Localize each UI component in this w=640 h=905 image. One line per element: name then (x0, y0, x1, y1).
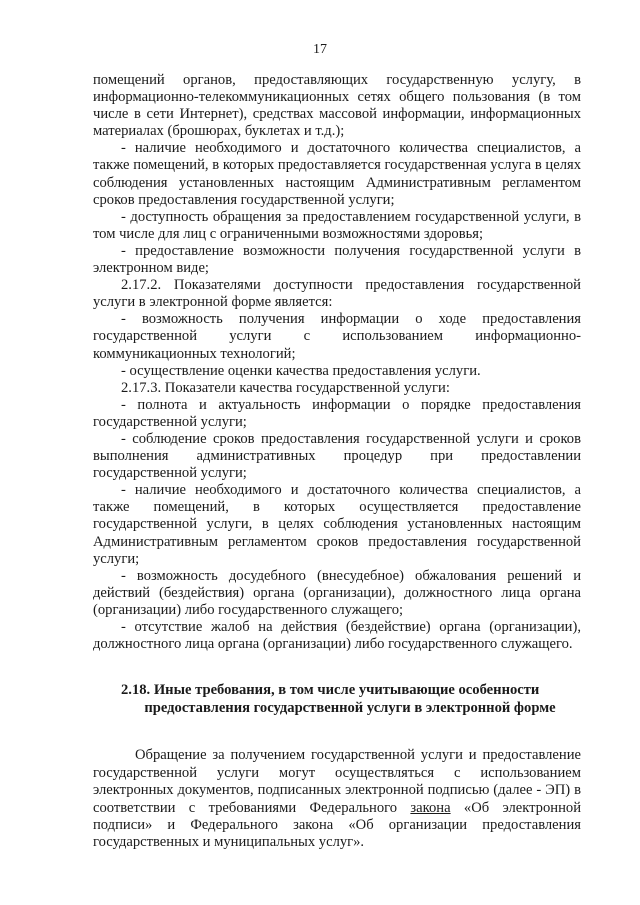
document-body (93, 72, 581, 852)
paragraph-1: помещений органов, предоставляющих государственную услугу, в информационно-телекоммуникационных сетях общего пользования (в том числе в сети Интернет), средствах массовой информации, информационных материалах (брошюрах, буклетах и т.д.); (93, 72, 581, 140)
closing-paragraph (93, 747, 581, 851)
paragraph-12: - возможность досудебного (внесудебное) обжалования решений и действий (бездействия) органа (организации), должностного лица органа (организации) либо государственного служащего; (93, 567, 581, 618)
section-heading-line-1: 2.18. Иные требования, в том числе учитывающие особенности (121, 682, 540, 699)
paragraph-5: 2.17.2. Показателями доступности предоставления государственной услуги в электронной форме является: (93, 277, 581, 311)
paragraph-6: - возможность получения информации о ходе предоставления государственной услуги с использованием информационно-коммуникационных технологий; (93, 311, 581, 362)
paragraph-7: - осуществление оценки качества предоставления услуги. (121, 362, 481, 379)
paragraph-9: - полнота и актуальность информации о порядке предоставления государственной услуги; (93, 396, 581, 430)
closing-text-start: Обращение за получением государственной услуги и предоставление государственной услуги могут осуществляться с использованием электронных документов, подписанных электронной подписью (далее - ЭП) в соответствии с требованиями Федерального (93, 747, 581, 816)
paragraph-13: - отсутствие жалоб на действия (бездействие) органа (организации), должностного лица органа (организации) либо государственного служащего. (93, 619, 581, 653)
section-heading-line-2: предоставления государственной услуги в электронной форме (144, 699, 556, 716)
paragraph-3: - доступность обращения за предоставлением государственной услуги, в том числе для лиц с ограниченными возможностями здоровья; (93, 208, 581, 242)
closing-text-end: «Об электронной подписи» и Федерального закона «Об организации предоставления государственных и муниципальных услуг». (93, 799, 581, 851)
paragraph-4: - предоставление возможности получения государственной услуги в электронном виде; (93, 242, 581, 277)
paragraph-8: 2.17.3. Показатели качества государственной услуги: (121, 379, 450, 396)
section-heading (93, 682, 581, 717)
paragraph-2: - наличие необходимого и достаточного количества специалистов, а также помещений, в которых предоставляется государственная услуга в целях соблюдения установленных настоящим Административным регламентом сроков предоставления государственной услуги; (93, 140, 581, 208)
page-number: 17 (313, 42, 327, 57)
law-link[interactable]: закона (410, 799, 451, 816)
paragraph-10: - соблюдение сроков предоставления государственной услуги и сроков выполнения административных процедур при предоставлении государственной услуги; (93, 430, 581, 482)
paragraph-11: - наличие необходимого и достаточного количества специалистов, а также помещений, в которых осуществляется предоставление государственной услуги, в целях соблюдения установленных настоящим Административным регламентом сроков предоставления государственной услуги; (93, 482, 581, 567)
